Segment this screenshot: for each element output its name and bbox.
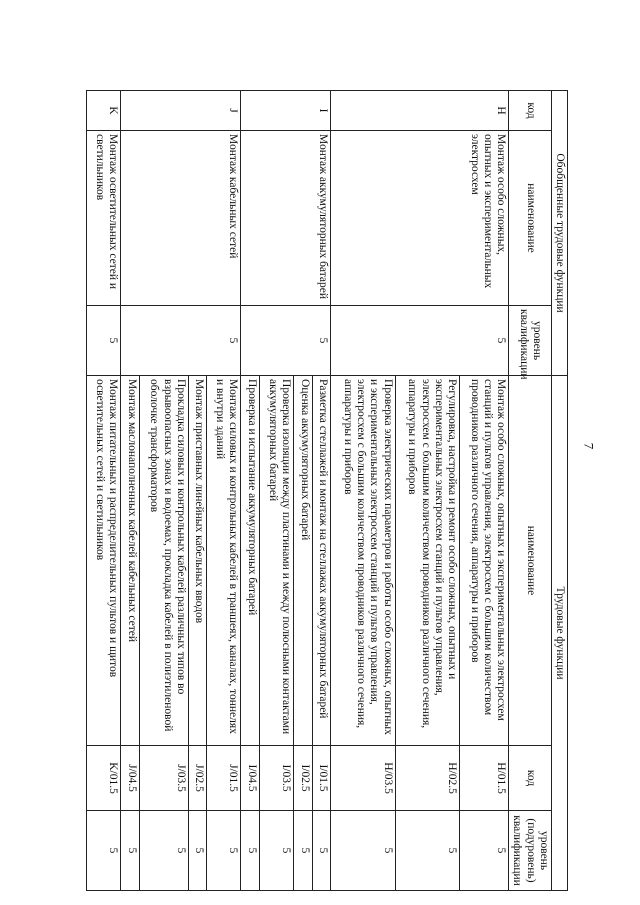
header-level-1: уровень квалификации: [509, 306, 552, 376]
function-level-cell: 5: [241, 811, 260, 891]
header-name-1: наименование: [509, 131, 552, 306]
function-name-cell: Монтаж приставных линейных кабельных вводов: [188, 376, 207, 746]
table-row: [312, 91, 331, 891]
function-level-cell: 5: [293, 811, 312, 891]
function-code-cell: J/04.5: [120, 746, 139, 811]
header-level-2: уровень (подуровень) квалификации: [509, 811, 552, 891]
function-code-cell: H/01.5: [460, 746, 509, 811]
group-name-cell: Монтаж осветительных сетей и светильников: [87, 131, 121, 306]
function-level-cell: 5: [120, 811, 139, 891]
header-code-2: код: [509, 746, 552, 811]
page-number: 7: [581, 442, 597, 450]
header-code-1: код: [509, 91, 552, 131]
group-name-cell: Монтаж аккумуляторных батарей: [241, 131, 331, 306]
group-code-cell: K: [87, 91, 121, 131]
labor-functions-table: [86, 90, 568, 891]
table-row: [207, 91, 241, 891]
table-row: [87, 91, 121, 891]
function-name-cell: Разметка стеллажей и монтаж на стеллажах аккумуляторных батарей: [312, 376, 331, 746]
function-code-cell: J/03.5: [139, 746, 188, 811]
function-name-cell: Оценка аккумуляторных батарей: [293, 376, 312, 746]
group-code-cell: H: [331, 91, 509, 131]
group-name-cell: Монтаж особо сложных, опытных и экспериментальных электросхем: [331, 131, 509, 306]
function-code-cell: I/02.5: [293, 746, 312, 811]
function-code-cell: H/02.5: [395, 746, 459, 811]
function-code-cell: I/03.5: [260, 746, 294, 811]
function-name-cell: Прокладка силовых и контрольных кабелей различных типов во взрывоопасных зонах и водоемах, прокладка кабелей в полиэтиленовой оболочке трансформаторов: [139, 376, 188, 746]
function-name-cell: Монтаж силовых и контрольных кабелей в траншеях, каналах, тоннелях и внутри зданий: [207, 376, 241, 746]
function-name-cell: Проверка изоляции между пластинами и между полюсными контактами аккумуляторных батарей: [260, 376, 294, 746]
table-body: [87, 91, 509, 891]
function-level-cell: 5: [260, 811, 294, 891]
function-name-cell: Монтаж особо сложных, опытных и экспериментальных электросхем станций и пультов управления, электросхем с большим количеством проводников различного сечения, аппаратуры и приборов: [460, 376, 509, 746]
group-name-cell: Монтаж кабельных сетей: [120, 131, 240, 306]
function-level-cell: 5: [460, 811, 509, 891]
function-name-cell: Регулировка, настройка и ремонт особо сложных, опытных и экспериментальных электросхем станций и пультов управления, электросхем с большим количеством проводников различного сечения, аппаратуры и приборов: [395, 376, 459, 746]
group-code-cell: I: [241, 91, 331, 131]
function-code-cell: J/01.5: [207, 746, 241, 811]
function-level-cell: 5: [188, 811, 207, 891]
function-code-cell: K/01.5: [87, 746, 121, 811]
function-code-cell: I/04.5: [241, 746, 260, 811]
header-name-2: наименование: [509, 376, 552, 746]
function-code-cell: J/02.5: [188, 746, 207, 811]
function-name-cell: Монтаж питательных и распределительных пультов и щитов осветительных сетей и светильников: [87, 376, 121, 746]
rotated-table-container: [86, 90, 568, 890]
function-level-cell: 5: [207, 811, 241, 891]
function-code-cell: I/01.5: [312, 746, 331, 811]
header-row-sub: [509, 91, 552, 891]
function-name-cell: Проверка и испытание аккумуляторных батарей: [241, 376, 260, 746]
function-level-cell: 5: [87, 811, 121, 891]
function-level-cell: 5: [395, 811, 459, 891]
group-level-cell: 5: [120, 306, 240, 376]
function-level-cell: 5: [331, 811, 395, 891]
function-name-cell: Проверка электрических параметров и работы особо сложных, опытных и экспериментальных электросхем станций и пультов управления, электросхем с большим количеством проводников различного сечения, аппаратуры и приборов: [331, 376, 395, 746]
function-level-cell: 5: [312, 811, 331, 891]
header-row-top: [551, 91, 567, 891]
group-level-cell: 5: [241, 306, 331, 376]
table-row: [460, 91, 509, 891]
function-level-cell: 5: [139, 811, 188, 891]
function-name-cell: Монтаж маслонаполненных кабелей кабельных сетей: [120, 376, 139, 746]
header-labor: Трудовые функции: [551, 376, 567, 891]
group-level-cell: 5: [87, 306, 121, 376]
function-code-cell: H/03.5: [331, 746, 395, 811]
header-generalized: Обобщенные трудовые функции: [551, 91, 567, 376]
group-code-cell: J: [120, 91, 240, 131]
group-level-cell: 5: [331, 306, 509, 376]
